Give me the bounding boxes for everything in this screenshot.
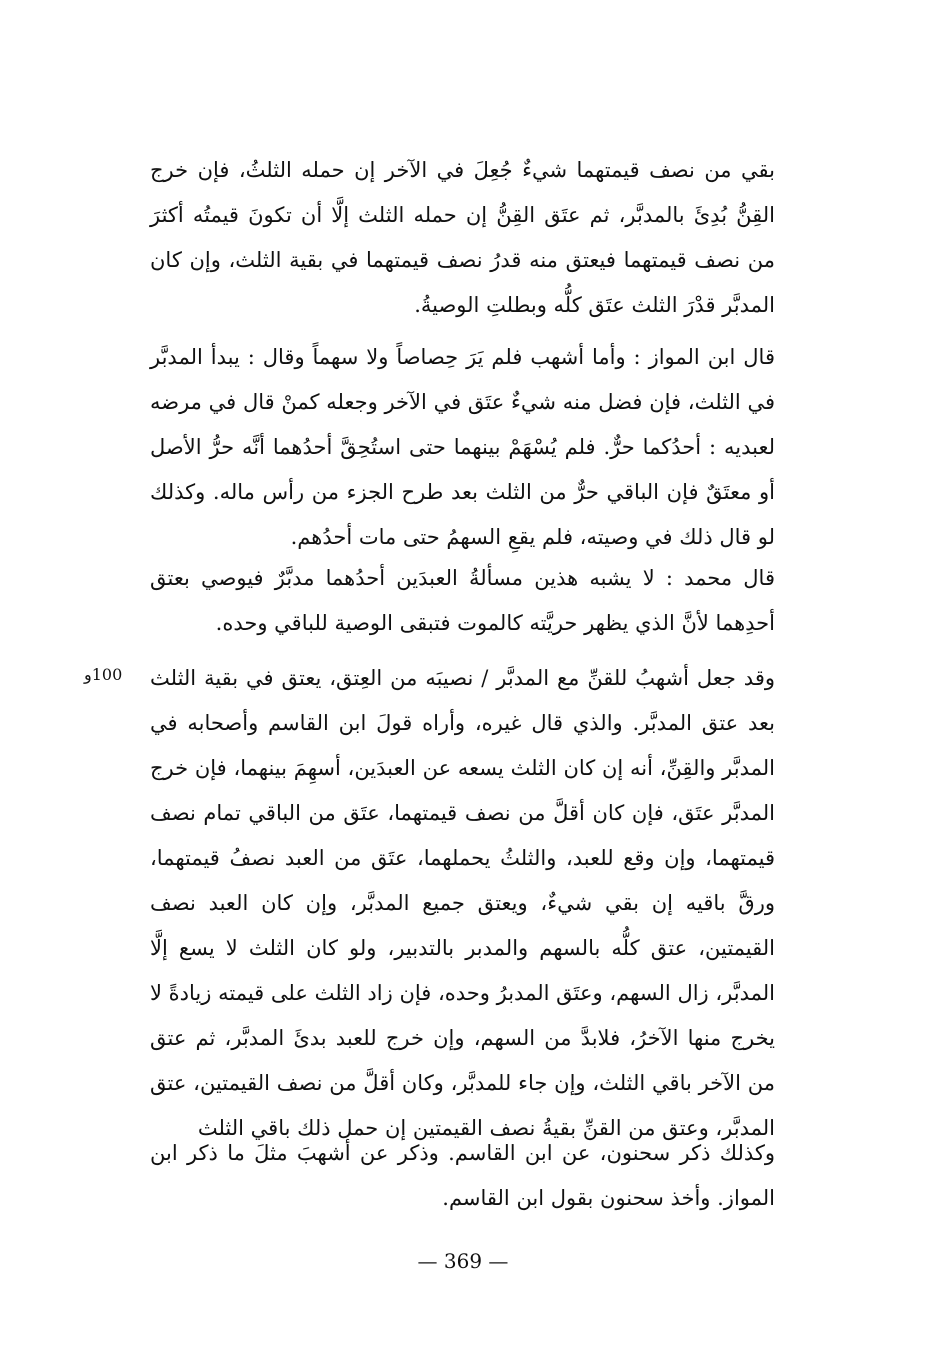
paragraph-5: وكذلك ذكر سحنون، عن ابن القاسم. وذكر عن أشهبَ مثلَ ما ذكر ابن المواز. وأخذ سحنون بقول ابن القاسم. [150,1141,775,1210]
paragraph-2: قال ابن المواز : وأما أشهب فلم يَرَ حِصاصاً ولا سهماً وقال : يبدأ المدبَّر في الثلث، فإن فضل منه شيءٌ عتَق في الآخر وجعله كمنْ قال في مرضه لعبديه : أحدُكما حرٌّ. فلم يُسْهَمْ بينهما حتى استُحِقَّ أحدُهما أنَّه حرُّ الأصل أو معتَقٌ فإن الباقي حرٌّ من الثلث بعد طرح الجزء من رأس ماله. وكذلك لو قال ذلك في وصيته، فلم يقعِ السهمُ حتى مات أحدُهم. [150,345,775,549]
folio-margin-note: 100و [84,665,123,684]
page-number: — 369 — [417,1249,509,1273]
paragraph-1: بقي من نصف قيمتهما شيءٌ جُعِلَ في الآخر إن حمله الثلثُ، فإن خرج القِنُّ بُدِئَ بالمدبَّر، ثم عتَق القِنُّ إن حمله الثلث إلَّا أن تكونَ قيمتُه أكثرَ من نصف قيمتهما فيعتق منه قدرُ نصف قيمتهما في بقية الثلث، وإن كان المدبَّر قدْرَ الثلث عتَق كلُّه وبطلتِ الوصيةُ. [150,158,775,317]
paragraph-4: وقد جعل أشهبُ للقنِّ مع المدبَّر / نصيبَه من العِتق، يعتق في بقية الثلث بعد عتق المدبَّر. والذي قال غيره، وأراه قولَ ابن القاسم وأصحابه في المدبَّر والقِنِّ، أنه إن كان الثلث يسعه عن العبدَين، أسهِمَ بينهما، فإن خرج المدبَّر عتَق، فإن كان أقلَّ من نصف قيمتهما، عتَق من الباقي تمام نصف قيمتهما، وإن وقع للعبد، والثلثُ يحملهما، عتَق من العبد نصفُ قيمتهما، ورقَّ باقيه إن بقي شيءٌ، ويعتق جميع المدبَّر، وإن كان العبد نصف القيمتين، عتق كلُّه بالسهم والمدبر بالتدبير، ولو كان الثلث لا يسع إلَّا المدبَّر، زال السهم، وعتَق المدبرُ وحده، فإن زاد الثلث على قيمته زيادةً لا يخرج منها الآخرُ، فلابدَّ من السهم، وإن خرج للعبد بدئَ المدبَّر، ثم عتق من الآخر باقي الثلث، وإن جاء للمدبَّر، وكان أقلَّ من نصف القيمتين، عتق المدبَّر، وعتق من القنِّ بقيةُ نصف القيمتين إن حمل ذلك باقي الثلث [150,666,775,1140]
paragraph-3: قال محمد : لا يشبه هذين مسألةُ العبدَين أحدُهما مدبَّرٌ فيوصي بعتق أحدِهما لأنَّ الذي يظهر حريَّته كالموت فتبقى الوصية للباقي وحده. [150,566,775,635]
